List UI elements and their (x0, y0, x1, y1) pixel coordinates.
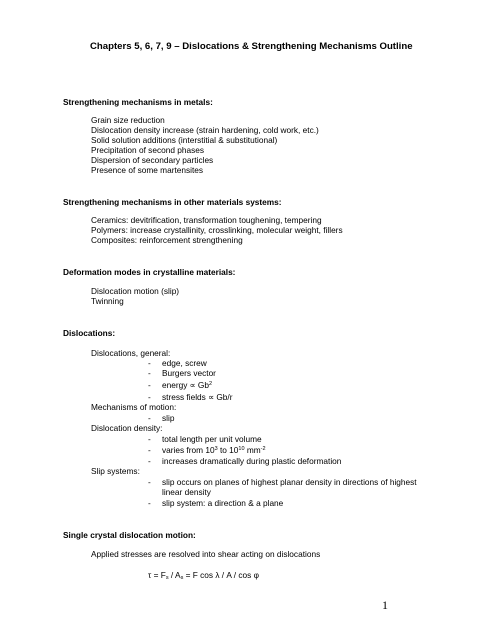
list-item: Grain size reduction (91, 115, 165, 125)
list-item: Presence of some martensites (91, 165, 204, 175)
subheading-density: Dislocation density: (91, 423, 163, 433)
list-item: increases dramatically during plastic deformation (162, 456, 342, 466)
list-item-varies: varies from $10^3$ to $10^{10}$ $mm^{-2}$ (162, 445, 266, 455)
bullet: - (148, 392, 151, 402)
list-item-energy: energy ∝ $Gb^2$ (162, 380, 213, 390)
list-item: slip (162, 413, 175, 423)
bullet: - (148, 434, 151, 444)
list-item: Polymers: increase crystallinity, crosslinking, molecular weight, fillers (91, 225, 343, 235)
page-title: Chapters 5, 6, 7, 9 – Dislocations & Strengthening Mechanisms Outline (90, 41, 413, 52)
list-item: total length per unit volume (162, 434, 262, 444)
section-heading-single-crystal: Single crystal dislocation motion: (63, 530, 196, 540)
list-item: Dislocation motion (slip) (91, 286, 180, 296)
list-item: edge, screw (162, 358, 207, 368)
page-number: 1 (382, 598, 388, 612)
list-item: Twinning (91, 296, 124, 306)
paragraph: Applied stresses are resolved into shear acting on dislocations (91, 549, 321, 559)
bullet: - (148, 368, 151, 378)
subheading-motion: Mechanisms of motion: (91, 402, 177, 412)
list-item: Solid solution additions (interstitial & substitutional) (91, 135, 278, 145)
list-item-continued: linear density (162, 487, 211, 497)
list-item: Dislocation density increase (strain hardening, cold work, etc.) (91, 125, 319, 135)
list-item: Ceramics: devitrification, transformation toughening, tempering (91, 215, 322, 225)
list-item: Composites: reinforcement strengthening (91, 235, 243, 245)
list-item: slip system: a direction & a plane (162, 498, 284, 508)
bullet: - (148, 380, 151, 390)
list-item: slip occurs on planes of highest planar density in directions of highest (162, 477, 417, 487)
subheading-general: Dislocations, general: (91, 348, 171, 358)
list-item: stress fields ∝ Gb/r (162, 392, 233, 402)
bullet: - (148, 477, 151, 487)
section-heading-metals: Strengthening mechanisms in metals: (63, 97, 213, 107)
bullet: - (148, 445, 151, 455)
bullet: - (148, 413, 151, 423)
list-item: Dispersion of secondary particles (91, 155, 214, 165)
bullet: - (148, 498, 151, 508)
list-item: Burgers vector (162, 368, 216, 378)
subheading-slip-systems: Slip systems: (91, 466, 140, 476)
list-item: Precipitation of second phases (91, 145, 205, 155)
bullet: - (148, 358, 151, 368)
section-heading-dislocations: Dislocations: (63, 328, 116, 338)
section-heading-other-materials: Strengthening mechanisms in other materials systems: (63, 197, 282, 207)
section-heading-deformation: Deformation modes in crystalline materials: (63, 267, 236, 277)
bullet: - (148, 456, 151, 466)
equation: $\tau = F_s / A_s = F$ cos λ / A / cos φ (148, 570, 260, 581)
